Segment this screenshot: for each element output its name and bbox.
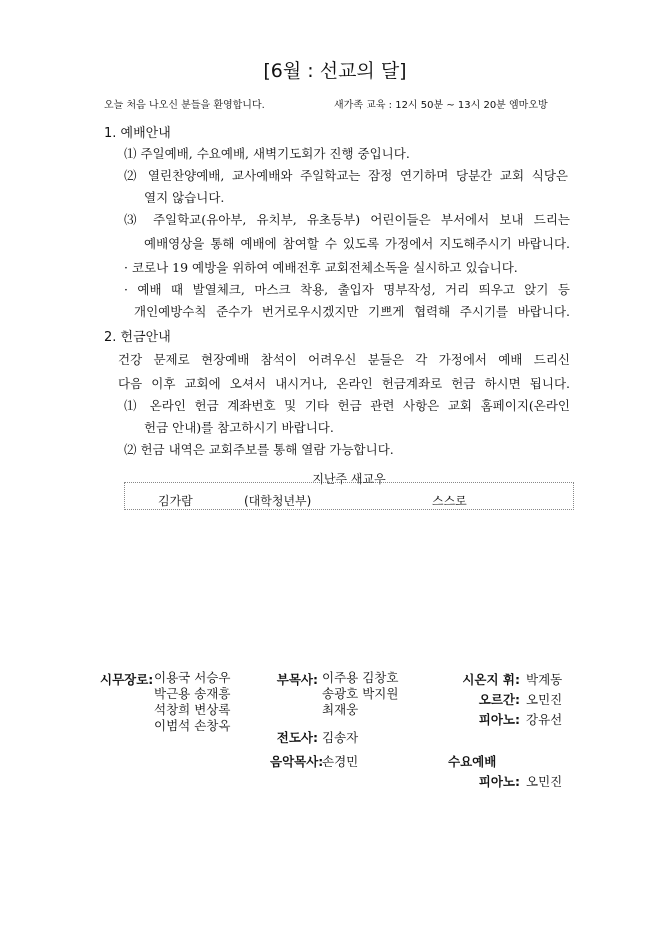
offering-line-4: 헌금 안내)를 참고하시기 바랍니다. (144, 420, 334, 435)
wednesday-piano-name: 오민진 (526, 774, 563, 789)
offering-line-5: ⑵ 헌금 내역은 교회주보를 통해 열람 가능합니다. (124, 442, 394, 457)
worship-line-1: ⑴ 주일예배, 수요예배, 새벽기도회가 진행 중입니다. (124, 146, 410, 161)
office-elder-row: 이범석 손창옥 (154, 718, 231, 733)
page-title: [6월 : 선교의 달] (263, 60, 407, 82)
office-elders-names (154, 670, 230, 734)
offering-line-3: ⑴ 온라인 헌금 계좌번호 및 기타 헌금 관련 사항은 교회 홈페이지(온라인 (124, 398, 570, 413)
worship-line-2: ⑵ 열린찬양예배, 교사예배와 주일학교는 잠정 연기하며 당분간 교회 식당은 (124, 168, 568, 183)
section-heading-worship: 1. 예배안내 (104, 126, 171, 141)
new-member-name: 김가람 (158, 494, 193, 508)
section-heading-offering: 2. 헌금안내 (104, 330, 171, 345)
office-elder-row: 박근용 송재흥 (154, 686, 231, 701)
conductor-name: 박계동 (526, 672, 563, 687)
wednesday-service-label: 수요예배 (448, 754, 497, 769)
associate-pastor-row: 이주용 김창호 (322, 670, 399, 685)
conductor-label: 시온지 휘: (462, 672, 520, 687)
worship-line-3: 열지 않습니다. (144, 190, 225, 205)
associate-pastor-names (322, 670, 398, 718)
worship-line-8: 개인예방수칙 준수가 번거로우시겠지만 기쁘게 협력해 주시기를 바랍니다. (134, 304, 570, 319)
worship-line-7: · 예배 때 발열체크, 마스크 착용, 출입자 명부작성, 거리 띄우고 앉기 등 (124, 282, 570, 297)
offering-line-2: 다음 이후 교회에 오셔서 내시거나, 온라인 헌금계좌로 헌금 하시면 됩니다. (118, 376, 570, 391)
worship-line-6: · 코로나 19 예방을 위하여 예배전후 교회전체소독을 실시하고 있습니다. (124, 260, 518, 275)
office-elders-label: 시무장로: (100, 672, 154, 687)
piano-label: 피아노: (478, 712, 520, 727)
associate-pastor-row: 송광호 박지원 (322, 686, 399, 701)
music-pastor-label: 음악목사: (270, 754, 324, 769)
associate-pastor-label: 부목사: (276, 672, 318, 687)
welcome-text: 오늘 처음 나오신 분들을 환영합니다. (104, 100, 265, 111)
music-pastor-name: 손경민 (322, 754, 359, 769)
new-member-guide: 스스로 (432, 494, 467, 508)
worship-line-4: ⑶ 주일학교(유아부, 유치부, 유초등부) 어린이들은 부서에서 보내 드리는 (124, 212, 570, 227)
new-member-group: (대학청년부) (244, 494, 312, 508)
organ-label: 오르간: (478, 692, 520, 707)
office-elder-row: 이용국 서승우 (154, 670, 231, 685)
associate-pastor-row: 최재웅 (322, 702, 359, 717)
piano-name: 강유선 (526, 712, 563, 727)
evangelist-label: 전도사: (276, 730, 318, 745)
evangelist-name: 김송자 (322, 730, 359, 745)
new-member-title: 지난주 새교우 (312, 472, 386, 486)
new-family-education: 새가족 교육 : 12시 50분 ~ 13시 20분 엠마오방 (334, 100, 548, 111)
organ-name: 오민진 (526, 692, 563, 707)
wednesday-piano-label: 피아노: (478, 774, 520, 789)
office-elder-row: 석창희 변상록 (154, 702, 231, 717)
worship-line-5: 예배영상을 통해 예배에 참여할 수 있도록 가정에서 지도해주시기 바랍니다. (144, 236, 570, 251)
offering-line-1: 건강 문제로 현장예배 참석이 어려우신 분들은 각 가정에서 예배 드리신 (118, 352, 570, 367)
